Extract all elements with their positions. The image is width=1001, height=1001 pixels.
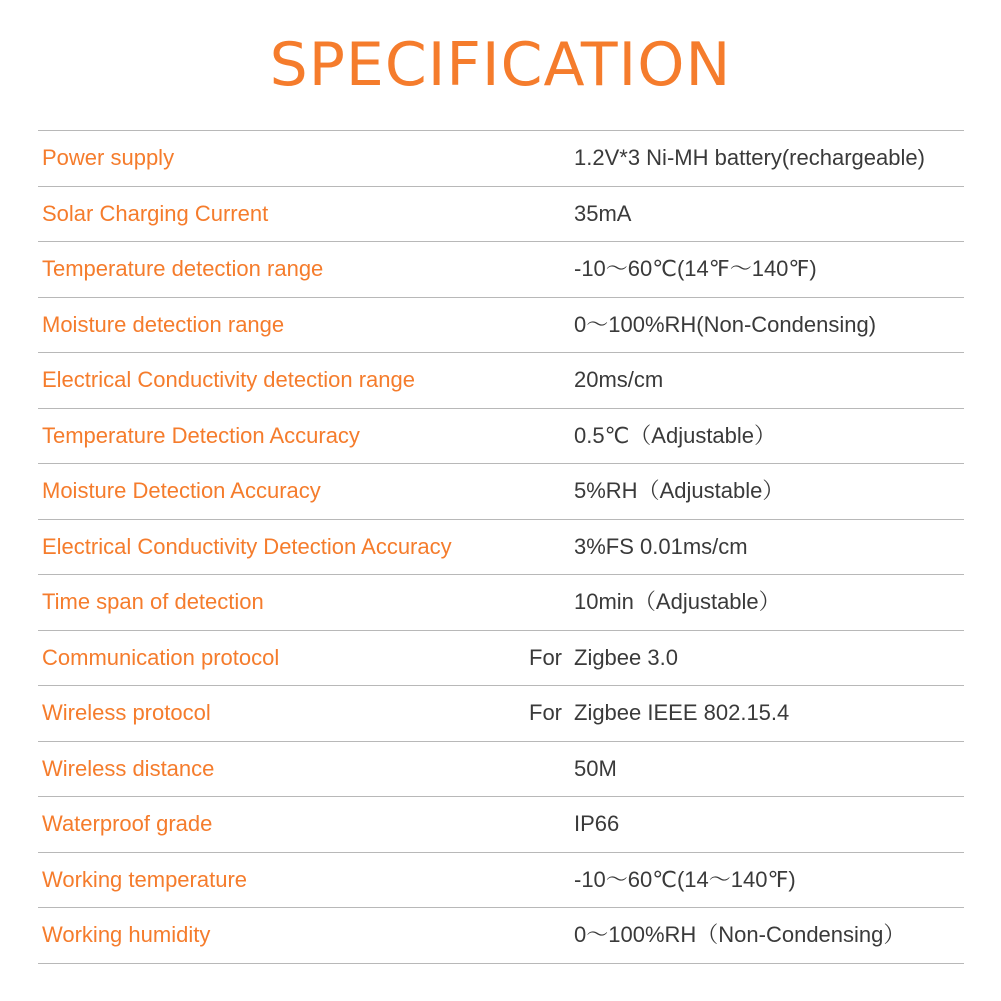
spec-row-time-span-of-detection [38,575,964,631]
spec-value: 0～100%RH（Non-Condensing） [574,922,906,947]
spec-row-power-supply [38,131,964,187]
spec-label: Waterproof grade [42,811,213,836]
spec-row-communication-protocol [38,631,964,687]
spec-label: Temperature Detection Accuracy [42,422,360,448]
spec-label: Moisture Detection Accuracy [42,478,321,503]
spec-row-solar-charging-current [38,187,964,243]
spec-row-working-humidity [38,908,964,964]
spec-row-moisture-detection-accuracy [38,464,964,520]
spec-label: Working humidity [42,922,211,947]
spec-row-temperature-detection-range [38,242,964,298]
spec-value: IP66 [574,811,620,836]
spec-value: 0.5℃（Adjustable） [574,422,777,448]
spec-label: Communication protocol [42,644,280,670]
spec-value: 35mA [574,200,632,226]
spec-value: 20ms/cm [574,367,664,392]
spec-label: Wireless distance [42,755,215,781]
spec-label: Power supply [42,145,175,170]
spec-value: -10～60℃(14～140℉) [574,866,796,892]
spec-label: Solar Charging Current [42,200,269,226]
spec-value: Zigbee 3.0 [574,644,678,670]
spec-label: Working temperature [42,866,248,892]
spec-row-ec-detection-range [38,353,964,409]
spec-row-temperature-detection-accuracy [38,409,964,465]
spec-value: Zigbee IEEE 802.15.4 [574,700,790,725]
spec-row-waterproof-grade [38,797,964,853]
spec-label: Time span of detection [42,589,264,614]
spec-row-moisture-detection-range [38,298,964,354]
spec-value: 5%RH（Adjustable） [574,478,785,503]
spec-label: Electrical Conductivity detection range [42,367,415,392]
spec-row-ec-detection-accuracy [38,520,964,576]
spec-value: 3%FS 0.01ms/cm [574,533,748,559]
spec-table [38,130,964,964]
spec-label: Moisture detection range [42,311,285,337]
spec-value: 0～100%RH(Non-Condensing) [574,311,877,337]
spec-label: Wireless protocol [42,700,211,725]
spec-row-wireless-protocol [38,686,964,742]
spec-value: 1.2V*3 Ni-MH battery(rechargeable) [574,145,925,170]
spec-row-working-temperature [38,853,964,909]
spec-value: 50M [574,755,617,781]
spec-label: Temperature detection range [42,256,324,281]
spec-value: -10～60℃(14℉～140℉) [574,256,817,281]
spec-label: Electrical Conductivity Detection Accuracy [42,533,452,559]
spec-prefix: For [529,644,562,670]
spec-row-wireless-distance [38,742,964,798]
spec-prefix: For [529,700,562,725]
page-title: SPECIFICATION [269,30,732,100]
spec-value: 10min（Adjustable） [574,589,781,614]
